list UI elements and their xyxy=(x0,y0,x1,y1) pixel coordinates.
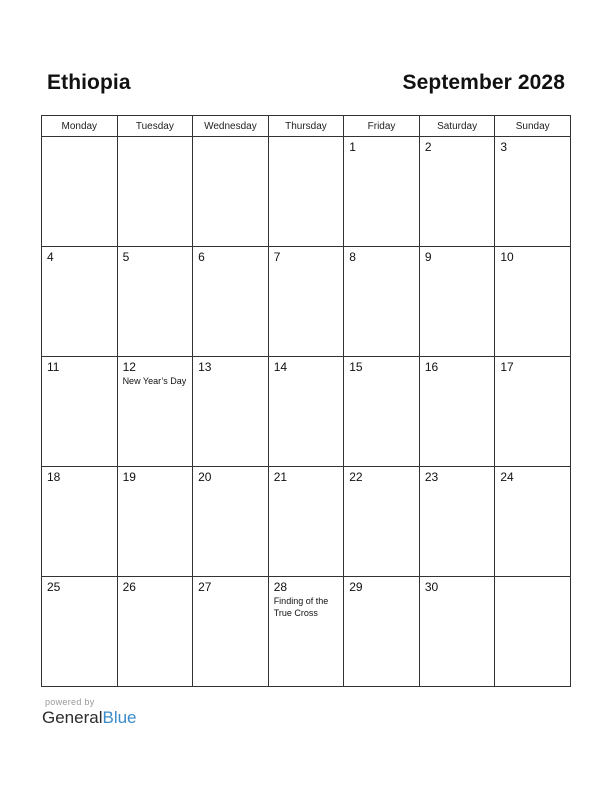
day-number: 13 xyxy=(198,360,212,374)
day-number: 11 xyxy=(47,360,60,374)
day-number: 2 xyxy=(424,140,432,154)
day-cell xyxy=(268,247,344,357)
day-cell xyxy=(117,137,193,247)
day-cell xyxy=(419,467,495,577)
day-cell xyxy=(193,357,269,467)
generalblue-logo xyxy=(42,708,137,728)
day-cell xyxy=(193,577,269,687)
day-number: 14 xyxy=(273,360,288,374)
day-number: 26 xyxy=(122,580,136,594)
month-title: September 2028 xyxy=(402,71,565,94)
weekday-header: Tuesday xyxy=(117,116,193,137)
day-number: 1 xyxy=(349,140,356,154)
day-cell xyxy=(117,467,193,577)
day-number: 10 xyxy=(500,250,514,264)
brand-blue: Blue xyxy=(102,708,137,727)
weekday-header: Saturday xyxy=(419,116,495,137)
day-number: 6 xyxy=(198,250,205,264)
day-number: 4 xyxy=(47,250,54,264)
day-cell xyxy=(344,137,420,247)
day-number: 27 xyxy=(198,580,212,594)
weekday-header: Monday xyxy=(42,116,118,137)
day-number: 29 xyxy=(349,580,363,594)
day-cell xyxy=(117,357,193,467)
weekday-header-row xyxy=(42,116,571,137)
day-cell xyxy=(268,467,344,577)
day-number: 12 xyxy=(122,360,136,374)
day-number: 5 xyxy=(122,250,130,264)
day-cell xyxy=(495,137,571,247)
day-cell xyxy=(419,137,495,247)
day-cell xyxy=(193,467,269,577)
day-number: 8 xyxy=(349,250,356,264)
day-cell xyxy=(117,577,193,687)
calendar-grid xyxy=(41,115,571,687)
holiday-label: Finding of the True Cross xyxy=(273,596,329,618)
day-number: 30 xyxy=(424,580,439,594)
day-number: 3 xyxy=(500,140,508,154)
week-row xyxy=(42,137,571,247)
day-cell xyxy=(42,357,118,467)
day-number: 25 xyxy=(47,580,61,594)
day-number: 15 xyxy=(349,360,363,374)
day-number: 9 xyxy=(424,250,432,264)
day-cell xyxy=(193,137,269,247)
day-number: 23 xyxy=(424,470,439,484)
day-cell xyxy=(419,577,495,687)
day-cell xyxy=(344,357,420,467)
day-cell xyxy=(268,577,344,687)
day-cell xyxy=(495,357,571,467)
weekday-header: Thursday xyxy=(268,116,344,137)
day-number: 7 xyxy=(273,250,281,264)
day-cell xyxy=(268,137,344,247)
weekday-header: Friday xyxy=(344,116,420,137)
day-number: 21 xyxy=(273,470,288,484)
powered-by-text: powered by xyxy=(45,697,95,707)
country-title: Ethiopia xyxy=(47,71,131,94)
day-cell xyxy=(268,357,344,467)
day-cell xyxy=(42,577,118,687)
day-number: 22 xyxy=(349,470,363,484)
day-number: 17 xyxy=(500,360,514,374)
weekday-header: Sunday xyxy=(495,116,571,137)
day-number: 28 xyxy=(273,580,288,594)
day-cell xyxy=(193,247,269,357)
day-cell xyxy=(344,247,420,357)
day-cell xyxy=(495,467,571,577)
day-cell xyxy=(419,357,495,467)
day-cell xyxy=(344,467,420,577)
day-number: 24 xyxy=(500,470,514,484)
day-number: 20 xyxy=(198,470,212,484)
week-row xyxy=(42,467,571,577)
day-cell xyxy=(344,577,420,687)
week-row xyxy=(42,357,571,467)
day-cell xyxy=(42,137,118,247)
holiday-label: New Year’s Day xyxy=(122,376,187,386)
week-row xyxy=(42,577,571,687)
day-cell xyxy=(117,247,193,357)
calendar-body xyxy=(42,137,571,687)
day-cell xyxy=(495,247,571,357)
day-cell xyxy=(42,467,118,577)
week-row xyxy=(42,247,571,357)
day-number: 19 xyxy=(122,470,136,484)
day-number: 16 xyxy=(424,360,439,374)
day-number: 18 xyxy=(47,470,61,484)
day-cell xyxy=(495,577,571,687)
day-cell xyxy=(419,247,495,357)
weekday-header: Wednesday xyxy=(193,116,269,137)
day-cell xyxy=(42,247,118,357)
brand-general: General xyxy=(42,708,103,727)
